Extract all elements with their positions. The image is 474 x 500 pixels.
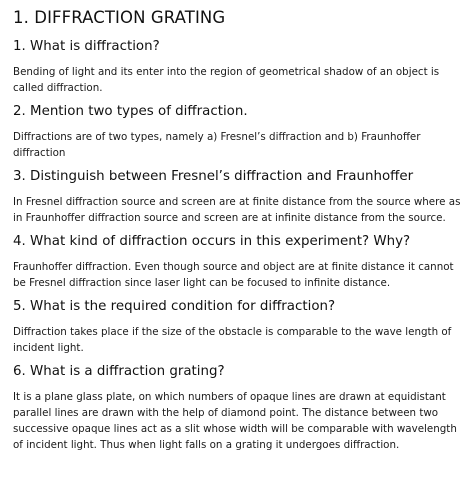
qa-item-4	[13, 233, 464, 291]
question-6: 6. What is a diffraction grating?	[13, 364, 225, 379]
question-4: 4. What kind of diffraction occurs in this experiment? Why?	[13, 234, 411, 249]
qa-item-5	[13, 298, 464, 356]
answer-6: It is a plane glass plate, on which numbers of opaque lines are drawn at equidistant parallel lines are drawn with the help of diamond point. The distance between two successive opaque lines act as a slit whose width will be comparable with wavelength of incident light. Thus when light falls on a grating it undergoes diffraction.	[13, 391, 457, 451]
qa-item-3	[13, 168, 464, 226]
answer-4: Fraunhoffer diffraction. Even though source and object are at finite distance it cannot be Fresnel diffraction since laser light can be focused to infinite distance.	[13, 261, 454, 289]
question-5: 5. What is the required condition for diffraction?	[13, 299, 336, 314]
qa-item-1	[13, 38, 464, 96]
document-title: 1. DIFFRACTION GRATING	[13, 8, 226, 27]
question-1: 1. What is diffraction?	[13, 39, 160, 54]
question-2: 2. Mention two types of diffraction.	[13, 104, 248, 119]
answer-5: Diffraction takes place if the size of the obstacle is comparable to the wave length of incident light.	[13, 326, 452, 354]
qa-item-2	[13, 103, 464, 161]
qa-item-6	[13, 363, 464, 453]
answer-2: Diffractions are of two types, namely a) Fresnel’s diffraction and b) Fraunhoffer diffraction	[13, 131, 421, 159]
answer-3: In Fresnel diffraction source and screen are at finite distance from the source where as in Fraunhoffer diffraction source and screen are at infinite distance from the source.	[13, 196, 461, 224]
answer-1: Bending of light and its enter into the region of geometrical shadow of an object is called diffraction.	[13, 66, 440, 94]
question-3: 3. Distinguish between Fresnel’s diffraction and Fraunhoffer	[13, 169, 414, 184]
